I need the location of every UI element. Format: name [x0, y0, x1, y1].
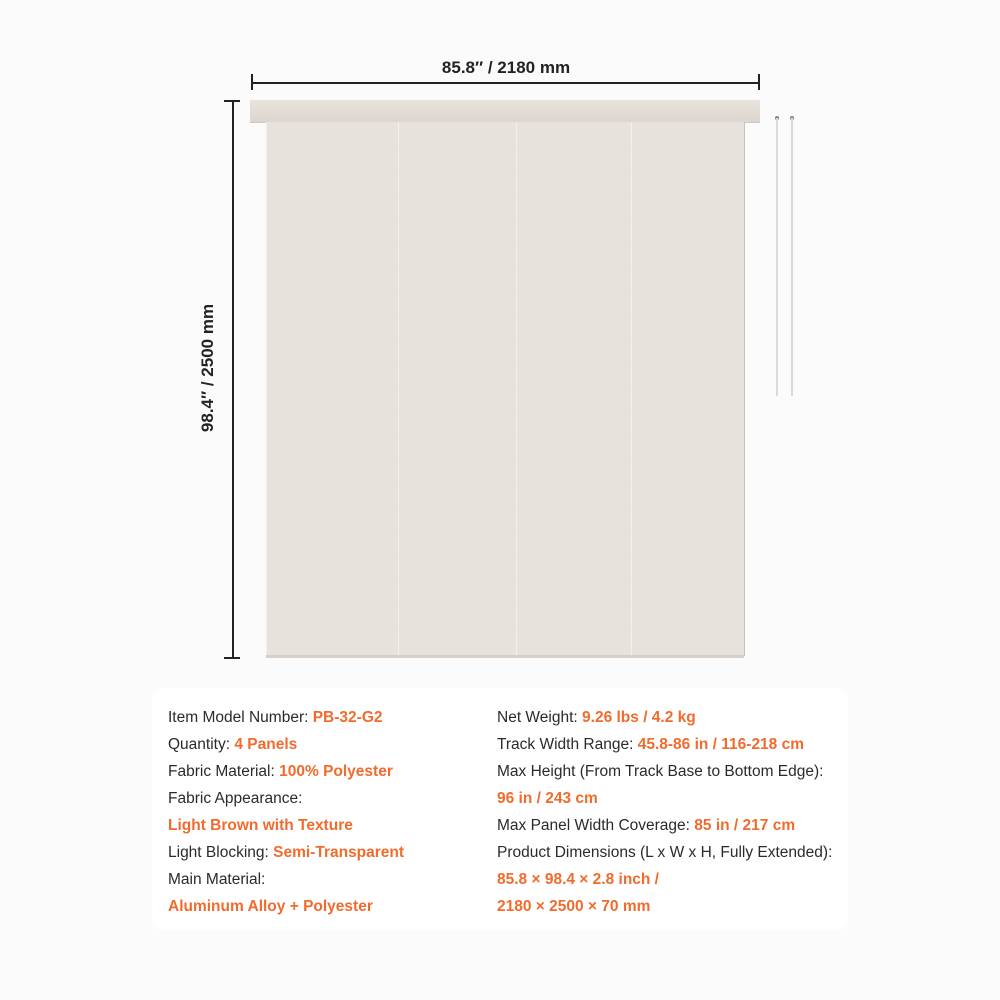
spec-line: Max Panel Width Coverage: 85 in / 217 cm [497, 817, 796, 834]
fabric-panel [266, 122, 399, 656]
fabric-panel [398, 122, 517, 656]
headrail [250, 100, 760, 123]
fabric-panel [631, 122, 745, 656]
spec-line: Product Dimensions (L x W x H, Fully Extended): [497, 844, 833, 861]
width-dimension-line [252, 82, 760, 84]
width-dimension-label: 85.8″ / 2180 mm [441, 58, 571, 77]
spec-line: Track Width Range: 45.8-86 in / 116-218 cm [497, 736, 805, 753]
spec-line: Main Material: [168, 871, 266, 888]
spec-line: 96 in / 243 cm [497, 790, 598, 807]
spec-line: Max Height (From Track Base to Bottom Edge): [497, 763, 824, 780]
spec-line: Fabric Material: 100% Polyester [168, 763, 393, 780]
spec-column-left [168, 704, 404, 920]
spec-line: Quantity: 4 Panels [168, 736, 298, 753]
height-dimension-cap-bottom [224, 657, 240, 659]
spec-line: 2180 × 2500 × 70 mm [497, 898, 651, 915]
bottom-rail [266, 655, 744, 658]
height-dimension-cap-top [224, 100, 240, 102]
control-wand [791, 118, 793, 396]
spec-line: Item Model Number: PB-32-G2 [168, 709, 383, 726]
fabric-panel [516, 122, 632, 656]
spec-line: Fabric Appearance: [168, 790, 303, 807]
height-dimension-label: 98.4″ / 2500 mm [198, 303, 217, 433]
spec-line: Aluminum Alloy + Polyester [168, 898, 373, 915]
spec-line: Light Blocking: Semi-Transparent [168, 844, 405, 861]
spec-line: 85.8 × 98.4 × 2.8 inch / [497, 871, 659, 888]
height-dimension-line [232, 101, 234, 658]
control-wand [776, 118, 778, 396]
spec-card [152, 688, 848, 930]
spec-column-right [497, 704, 832, 920]
panel-group [266, 122, 744, 656]
spec-line: Light Brown with Texture [168, 817, 353, 834]
spec-line: Net Weight: 9.26 lbs / 4.2 kg [497, 709, 696, 726]
